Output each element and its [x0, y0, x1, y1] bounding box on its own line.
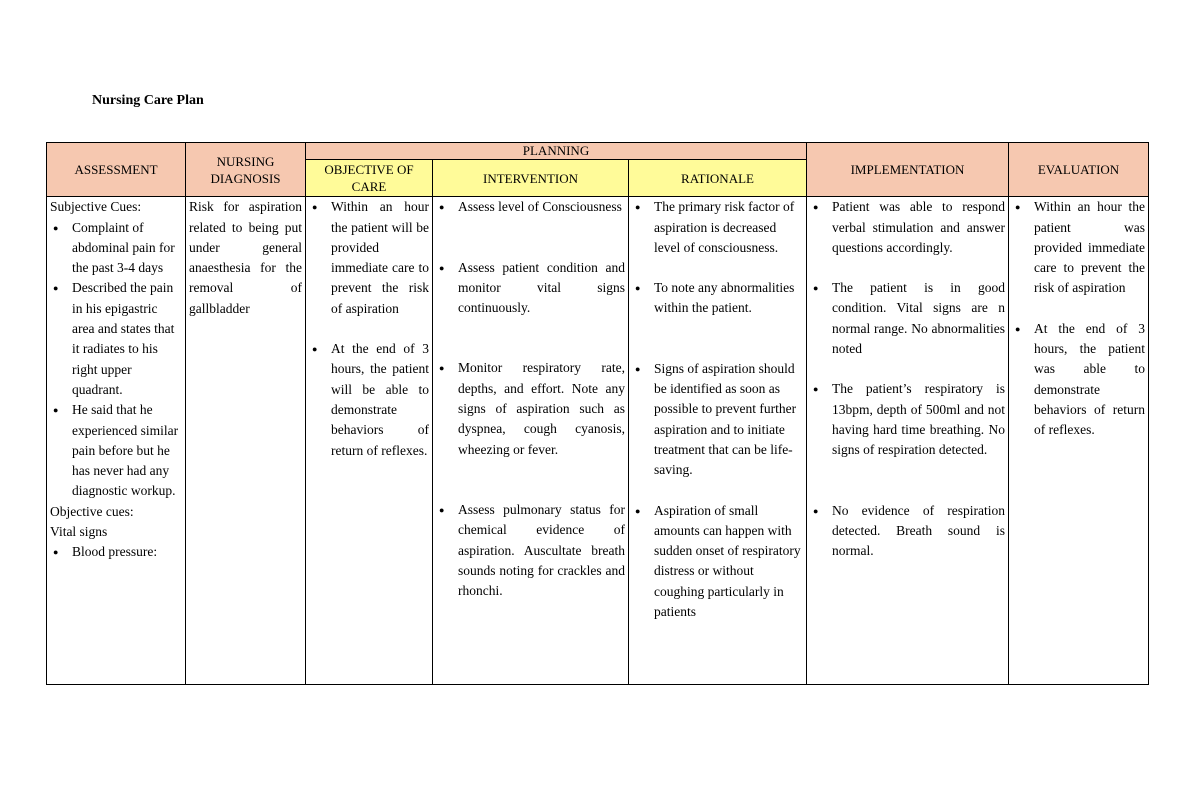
list-item: ● Monitor respiratory rate, depths, and effort. Note any signs of aspiration such as dyspnea, cough cyanosis, wheezing or fever.	[436, 358, 625, 459]
nursing-diagnosis-text: Risk for aspiration related to being put under general anaesthesia for the removal of gallbladder	[189, 199, 302, 316]
list-item: ● The patient’s respiratory is 13bpm, depth of 500ml and not having hard time breathing. No signs of respiration detected.	[810, 379, 1005, 460]
implementation-cell	[807, 197, 1009, 685]
subjective-cues-list	[50, 218, 182, 502]
header-implementation: IMPLEMENTATION	[807, 143, 1009, 197]
header-nursing-diagnosis: NURSING DIAGNOSIS	[186, 143, 306, 197]
list-item: ● The primary risk factor of aspiration is decreased level of consciousness.	[632, 197, 803, 258]
document-title: Nursing Care Plan	[92, 93, 204, 108]
objectives-list	[309, 197, 429, 461]
intervention-cell	[433, 197, 629, 685]
list-item: ● No evidence of respiration detected. Breath sound is normal.	[810, 501, 1005, 562]
header-intervention: INTERVENTION	[433, 160, 629, 197]
list-item: ● Assess level of Consciousness	[436, 197, 625, 217]
list-item: ● At the end of 3 hours, the patient was able to demonstrate behaviors of return of reflexes.	[1012, 319, 1145, 441]
list-item: ● Aspiration of small amounts can happen with sudden onset of respiratory distress or without coughing particularly in patients	[632, 501, 803, 623]
list-item: ● To note any abnormalities within the patient.	[632, 278, 803, 319]
care-plan-body-row	[47, 197, 1149, 685]
list-item: ● Patient was able to respond verbal stimulation and answer questions accordingly.	[810, 197, 1005, 258]
objective-cues-list	[50, 542, 182, 562]
list-item: ● Blood pressure:	[50, 542, 182, 562]
objective-cues-label: Objective cues:	[50, 503, 134, 519]
list-item: ● Complaint of abdominal pain for the past 3-4 days	[50, 218, 182, 279]
list-item: ● The patient is in good condition. Vital signs are n normal range. No abnormalities noted	[810, 278, 1005, 359]
care-plan-table	[46, 142, 1149, 685]
rationales-list	[632, 197, 803, 622]
evaluations-list	[1012, 197, 1145, 440]
list-item: ● Within an hour the patient was provided immediate care to prevent the risk of aspiration	[1012, 197, 1145, 298]
header-evaluation: EVALUATION	[1009, 143, 1149, 197]
list-item: ● Within an hour the patient will be provided immediate care to prevent the risk of aspiration	[309, 197, 429, 319]
header-rationale: RATIONALE	[629, 160, 807, 197]
header-assessment: ASSESSMENT	[47, 143, 186, 197]
list-item: ● At the end of 3 hours, the patient will be able to demonstrate behaviors of return of reflexes.	[309, 339, 429, 461]
list-item: ● Signs of aspiration should be identified as soon as possible to prevent further aspiration and to initiate treatment that can be life-saving.	[632, 359, 803, 481]
header-row-top	[47, 143, 1149, 160]
interventions-list	[436, 197, 625, 601]
subjective-cues-label: Subjective Cues:	[50, 199, 142, 215]
rationale-cell	[629, 197, 807, 685]
vital-signs-label: Vital signs	[50, 524, 108, 540]
assessment-cell	[47, 197, 186, 685]
header-objective-of-care: OBJECTIVE OF CARE	[306, 160, 433, 197]
list-item: ● He said that he experienced similar pain before but he has never had any diagnostic workup.	[50, 400, 182, 501]
objective-of-care-cell	[306, 197, 433, 685]
nursing-diagnosis-cell	[186, 197, 306, 685]
list-item: ● Assess patient condition and monitor vital signs continuously.	[436, 258, 625, 319]
implementations-list	[810, 197, 1005, 561]
list-item: ● Assess pulmonary status for chemical evidence of aspiration. Auscultate breath sounds noting for crackles and rhonchi.	[436, 500, 625, 601]
header-planning: PLANNING	[306, 143, 807, 160]
list-item: ● Described the pain in his epigastric area and states that it radiates to his right upper quadrant.	[50, 278, 182, 400]
evaluation-cell	[1009, 197, 1149, 685]
